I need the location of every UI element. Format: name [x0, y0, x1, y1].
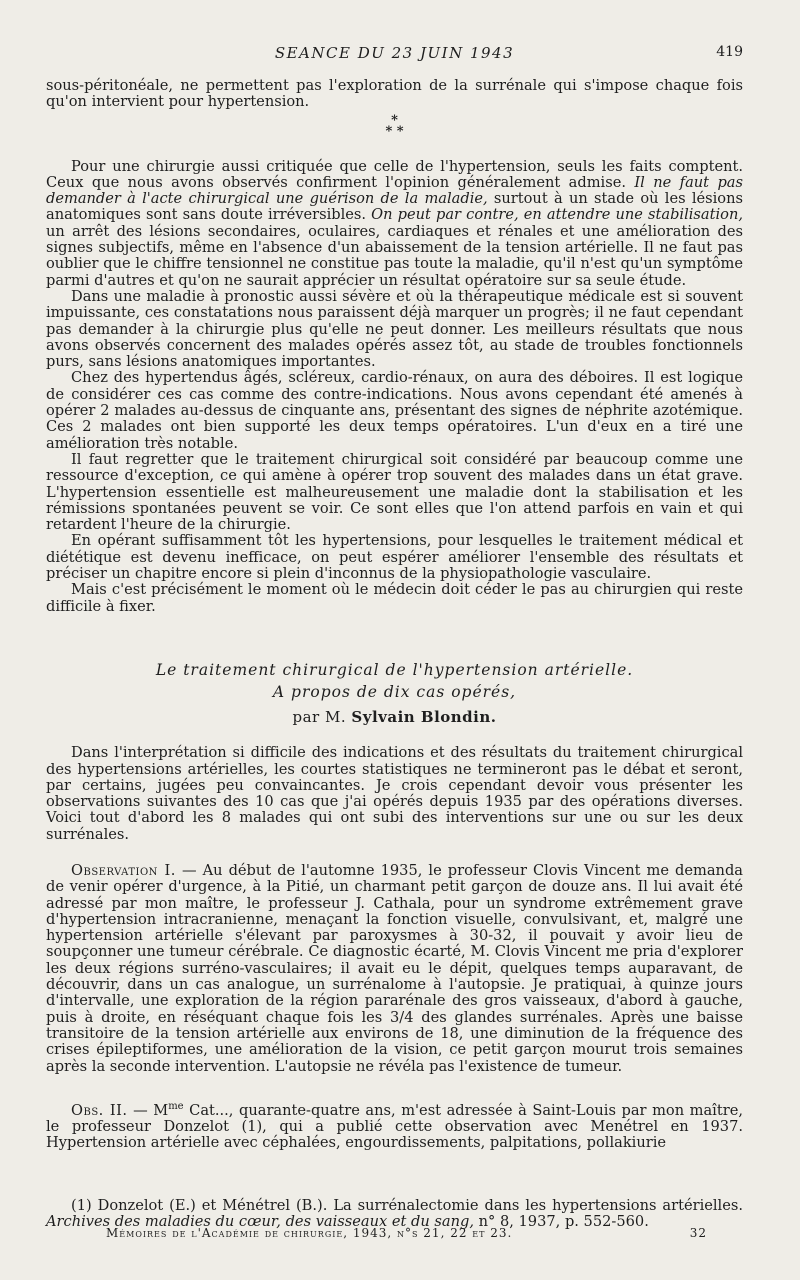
main-text	[46, 78, 743, 1152]
paragraph-early-operation: En opérant suffisamment tôt les hypertensions, pour lesquelles le traitement médical et diététique est devenu inefficace, on peut espérer améliorer l'ensemble des résultats et préciser un chapitre encore si plein d'inconnus de la physiopathologie vasculaire.	[46, 532, 743, 583]
observation-2: Obs. II. — $M^{me}$ Cat..., quarante-quatre ans, m'est adressée à Saint-Louis par mon maître, le professeur Donzelot (1), qui a publié cette observation avec Menétrel en 1937. Hypertension artérielle avec céphalées, engourdissements, palpitations, pollakiurie	[46, 1100, 743, 1152]
paragraph-conclusion: Mais c'est précisément le moment où le médecin doit céder le pas au chirurgien qui reste difficile à fixer.	[46, 581, 743, 615]
footnote: (1) Donzelot (E.) et Ménétrel (B.). La surrénalectomie dans les hypertensions artérielles. Archives des maladies du cœur, des vaisseaux et du sang, n° 8, 1937, p. 552-560.	[46, 1196, 743, 1230]
paragraph-regret: Il faut regretter que le traitement chirurgical soit considéré par beaucoup comme une ressource d'exception, ce qui amène à opérer trop souvent des malades dans un état grave. L'hypertension essentielle est malheureusement une maladie dont la stabilisation et les rémissions spontanées peuvent se voir. Ce sont elles que l'on attend parfois en vain et qui retardent l'heure de la chirurgie.	[46, 450, 743, 534]
page-number: 419	[716, 44, 743, 60]
paragraph-prognosis: Dans une maladie à pronostic aussi sévère et où la thérapeutique médicale est si souvent impuissante, ces constatations nous paraissent déjà marquer un progrès; il ne faut cependant pas demander à la chirurgie plus qu'elle ne peut donner. Les meilleurs résultats que nous avons observés concernent des malades opérés assez tôt, au stade de troubles fonctionnels purs, sans lésions anatomiques importantes.	[46, 287, 743, 371]
footer-reference: Mémoires de l'Académie de chirurgie, 1943, n°s 21, 22 et 23.	[106, 1226, 513, 1240]
article-title: Le traitement chirurgical de l'hypertension artérielle. A propos de dix cas opérés,	[155, 660, 634, 701]
asterism-divider: * * *	[385, 112, 404, 139]
article-intro: Dans l'interprétation si difficile des indications et des résultats du traitement chirurgical des hypertensions artérielles, les courtes statistiques ne termineront pas le débat et seront, par certains, jugées peu convaincantes. Je crois cependant devoir vous présenter les observations suivantes des 10 cas que j'ai opérés depuis 1935 par des opérations diverses. Voici tout d'abord les 8 malades qui ont subi des interventions sur une ou sur les deux surrénales.	[46, 744, 743, 843]
paragraph-elderly: Chez des hypertendus âgés, scléreux, cardio-rénaux, on aura des déboires. Il est logique de considérer ces cas comme des contre-indications. Nous avons cependant été amenés à opérer 2 malades au-dessus de cinquante ans, présentant des signes de néphrite azotémique. Ces 2 malades ont bien supporté les deux temps opératoires. L'un d'eux en a tiré une amélioration très notable.	[46, 369, 743, 452]
paragraph-continuation: sous-péritonéale, ne permettent pas l'exploration de la surrénale qui s'impose chaque fois qu'on intervient pour hypertension.	[46, 77, 743, 111]
observation-2-label: Obs. II.	[71, 1101, 128, 1119]
footer-signature: 32	[689, 1226, 707, 1240]
paragraph-surgery-facts: Pour une chirurgie aussi critiquée que celle de l'hypertension, seuls les faits comptent. Ceux que nous avons observés confirment l'opinion généralement admise. Il ne faut pas demander à l'acte chirurgical une guérison de la maladie, surtout à un stade où les lésions anatomiques sont sans doute irréversibles. On peut par contre, en attendre une stabilisation, un arrêt des lésions secondaires, oculaires, cardiaques et rénales et une amélioration des signes subjectifs, même en l'absence d'un abaissement de la tension artérielle. Il ne faut pas oublier que le chiffre tensionnel ne constitue pas toute la maladie, qu'il n'est qu'un symptôme parmi d'autres et qu'on ne saurait apprécier un résultat opératoire sur sa seule étude.	[46, 157, 743, 289]
page-footer	[106, 1226, 743, 1240]
running-head-title: SEANCE DU 23 JUIN 1943	[274, 44, 515, 62]
observation-1-label: Observation I.	[71, 861, 176, 879]
observation-1: Observation I. — Au début de l'automne 1935, le professeur Clovis Vincent me demanda de venir opérer d'urgence, à la Pitié, un charmant petit garçon de douze ans. Il lui avait été adressé par mon maître, le professeur J. Cathala, pour un syndrome extrêmement grave d'hypertension intracranienne, menaçant la fonction visuelle, convulsivant, et, malgré une hypertension artérielle s'élevant par paroxysmes à 30-32, il pouvait y avoir lieu de soupçonner une tumeur cérébrale. Ce diagnostic écarté, M. Clovis Vincent me pria d'explorer les deux régions surréno-vasculaires; il avait eu le dépit, quelques temps auparavant, de découvrir, dans un cas analogue, un surrénalome à l'autopsie. Je pratiquai, à quinze jours d'intervalle, une exploration de la région pararénale des gros vaisseaux, d'abord à gauche, puis à droite, en réséquant chaque fois les 3/4 des glandes surrénales. Après une baisse transitoire de la tension artérielle aux environs de 18, une diminution de la fréquence des crises épileptiformes, une amélioration de la vision, ce petit garçon mourut trois semaines après la seconde intervention. L'autopsie ne révéla pas l'existence de tumeur.	[46, 861, 743, 1075]
running-head	[46, 44, 743, 64]
article-byline: par M. Sylvain Blondin.	[292, 707, 497, 726]
